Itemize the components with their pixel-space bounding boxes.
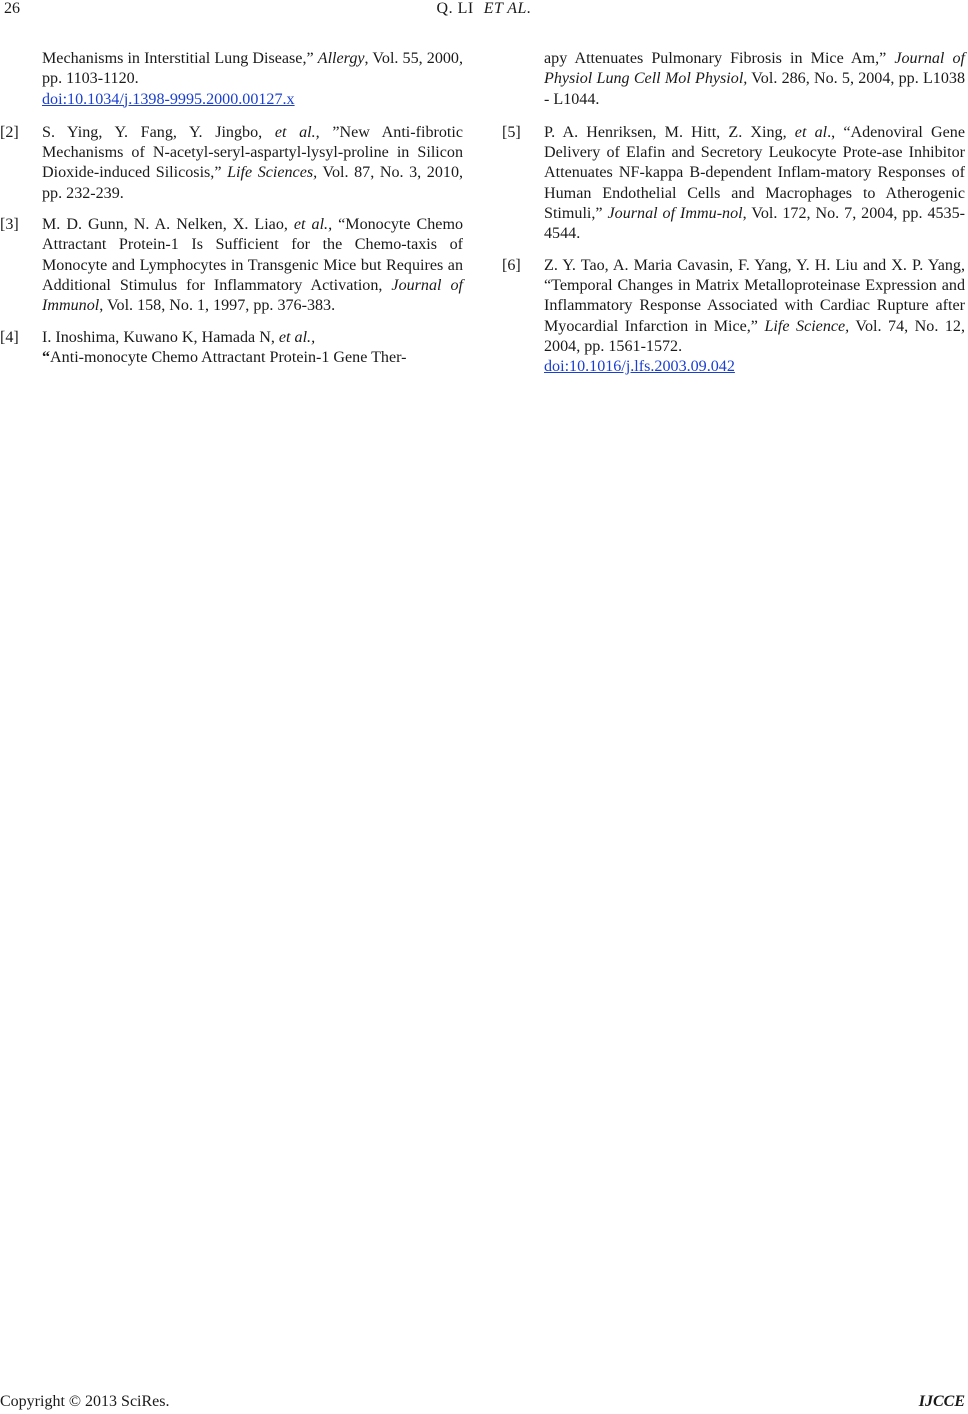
- ref3-authors: M. D. Gunn, N. A. Nelken, X. Liao,: [42, 216, 294, 234]
- ref2-details: Vol. 87, No. 3, 2010, pp. 232-239.: [42, 164, 464, 202]
- ref5-details: , Vol. 172, No. 7, 2004, pp. 4535-4544.: [544, 205, 965, 243]
- ref2-title: ”New Anti-fibrotic Mechanisms of N-acetyl-seryl-aspartyl-lysyl-proline in Silicon Dioxide-induced Silicosis,”: [42, 123, 464, 182]
- ref2-et-al: et al.,: [274, 123, 320, 141]
- running-head-et-al: ET AL.: [483, 0, 532, 17]
- left-column: [0, 49, 463, 379]
- ref1-doi-link[interactable]: doi:10.1034/j.1398-9995.2000.00127.x: [42, 90, 295, 108]
- ref3-journal: Journal of Immunol: [42, 276, 464, 315]
- ref5-title: ., “Adenoviral Gene Delivery of Elafin and Secretory Leukocyte Prote-ase Inhibitor Attenuates NF-kappa B-dependent Inflam-matory Responses of Human Endothelial Cells and Macrophages to Atherogenic Stimuli,”: [544, 123, 966, 223]
- ref2-number: [2]: [0, 123, 19, 141]
- ref4-et-al: et al.,: [278, 328, 316, 346]
- ref4-journal: Journal of Physiol Lung Cell Mol Physiol,: [544, 50, 966, 88]
- ref6-doi-link[interactable]: doi:10.1016/j.lfs.2003.09.042: [544, 358, 735, 376]
- reference-2: [0, 123, 463, 204]
- ref4-cont-text: apy Attenuates Pulmonary Fibrosis in Mice Am,”: [544, 50, 895, 67]
- ref3-details: , Vol. 158, No. 1, 1997, pp. 376-383.: [99, 297, 336, 315]
- copyright-footer: Copyright © 2013 SciRes.: [0, 1393, 170, 1410]
- page-number: 26: [4, 0, 20, 17]
- reference-5: [502, 123, 965, 245]
- ref1-journal: Allergy: [317, 50, 365, 67]
- ref4-open-quote: “: [42, 348, 51, 366]
- journal-footer: IJCCE: [918, 1393, 965, 1410]
- reference-6: [502, 256, 965, 378]
- reference-3: [0, 215, 463, 316]
- ref2-authors: S. Ying, Y. Fang, Y. Jingbo,: [42, 123, 275, 141]
- ref5-et-al: et al: [794, 123, 828, 141]
- ref5-number: [5]: [502, 123, 521, 141]
- ref6-authors-title: Z. Y. Tao, A. Maria Cavasin, F. Yang, Y. H. Liu and X. P. Yang, “Temporal Changes in Matrix Metalloproteinase Expression and Inflammatory Response Associated with Cardiac Rupture after Myocardial Infarction in Mice,”: [544, 256, 965, 335]
- ref5-journal: Journal of Immu-nol: [607, 205, 743, 223]
- reference-4: [0, 328, 463, 369]
- ref4-number: [4]: [0, 328, 19, 346]
- ref4-authors: I. Inoshima, Kuwano K, Hamada N,: [42, 328, 279, 346]
- ref6-journal: Life Science,: [764, 317, 850, 335]
- ref6-number: [6]: [502, 256, 521, 274]
- ref6-details: Vol. 74, No. 12, 2004, pp. 1561-1572.: [544, 317, 965, 355]
- running-head-authors: Q. LI: [436, 0, 474, 17]
- ref4-title: Anti-monocyte Chemo Attractant Protein-1 Gene Ther-: [50, 348, 407, 366]
- ref3-number: [3]: [0, 216, 19, 234]
- ref4-details: Vol. 286, No. 5, 2004, pp. L1038 - L1044.: [544, 70, 965, 108]
- ref1-text: Mechanisms in Interstitial Lung Disease,”: [42, 50, 318, 67]
- right-column: [502, 49, 965, 388]
- reference-1-continuation: [0, 49, 463, 110]
- running-head: [0, 0, 968, 18]
- ref3-et-al: et al.,: [293, 216, 333, 234]
- ref5-authors: P. A. Henriksen, M. Hitt, Z. Xing,: [544, 123, 795, 141]
- ref3-title: “Monocyte Chemo Attractant Protein-1 Is Sufficient for the Chemo-taxis of Monocyte and Lymphocytes in Transgenic Mice but Requires an Additional Stimulus for Inflammatory Activation,: [42, 216, 464, 294]
- ref1-details: , Vol. 55, 2000, pp. 1103-1120.: [42, 50, 463, 88]
- reference-4-continuation: [502, 49, 965, 110]
- ref2-journal: Life Sciences,: [227, 164, 318, 182]
